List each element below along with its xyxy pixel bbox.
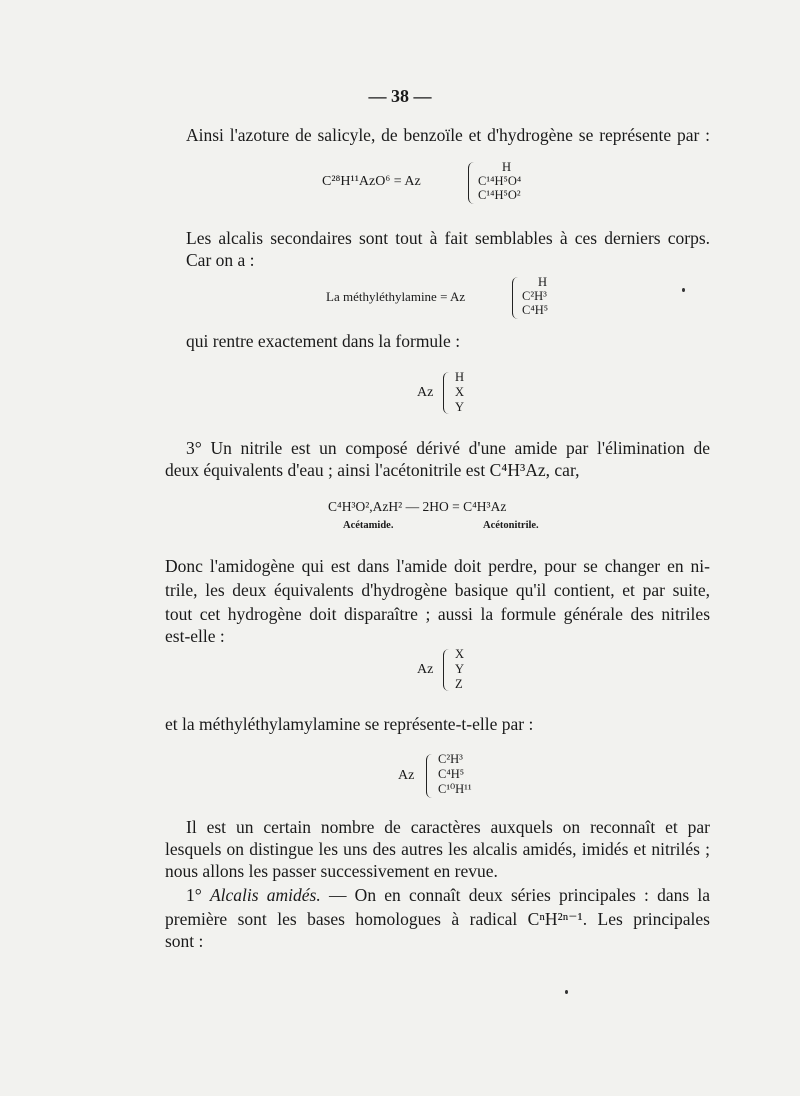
- formula-stack: [455, 647, 464, 692]
- formula-row: Y: [455, 662, 465, 676]
- text-line-1: Ainsi l'azoture de salicyle, de benzoïle et d'hydrogène se représente par :: [186, 125, 710, 145]
- formula-row: C¹⁰H¹¹: [438, 782, 472, 796]
- formula-row: Z: [455, 677, 463, 691]
- formula-row: C²H³: [522, 289, 547, 303]
- caption-acetonitrile: Acétonitrile.: [483, 520, 539, 531]
- text-line-16: première sont les bases homologues à radical CⁿH²ⁿ⁻¹. Les principales: [165, 909, 710, 929]
- formula-lhs: Az: [398, 768, 415, 783]
- text-line-13: lesquels on distingue les uns des autres les alcalis amidés, imidés et nitrilés ;: [165, 839, 710, 859]
- formula-row: C¹⁴H⁵O²: [478, 188, 521, 202]
- formula-lhs: La méthyléthylamine = Az: [326, 289, 466, 304]
- formula-row: C⁴H⁵: [438, 767, 465, 781]
- text-line-2: Les alcalis secondaires sont tout à fait semblables à ces derniers corps.: [186, 228, 710, 248]
- text-line-17: sont :: [165, 931, 204, 951]
- formula-lhs: Az: [417, 385, 434, 400]
- formula-stack: [438, 752, 472, 797]
- section-title: Alcalis amidés.: [209, 885, 321, 905]
- text-line-8: trile, les deux équivalents d'hydrogène basique qu'il contient, et par suite,: [165, 580, 710, 600]
- text-line-9: tout cet hydrogène doit disparaître ; aussi la formule générale des nitriles: [165, 604, 710, 624]
- text-line-4: qui rentre exactement dans la formule :: [186, 331, 461, 351]
- formula-row: H: [455, 370, 465, 384]
- text-line-5: 3° Un nitrile est un composé dérivé d'une amide par l'élimination de: [186, 438, 710, 458]
- text-line-12: Il est un certain nombre de caractères auxquels on reconnaît et par: [186, 817, 710, 837]
- formula-stack: [455, 370, 464, 415]
- formula-stack: [478, 160, 521, 202]
- caption-acetamide: Acétamide.: [343, 520, 394, 531]
- formula-equation: C⁴H³O²,AzH² — 2HO = C⁴H³Az: [328, 499, 507, 514]
- page-number: — 38 —: [368, 86, 432, 106]
- formula-row: X: [455, 385, 465, 399]
- formula-lhs: C²⁸H¹¹AzO⁶ = Az: [322, 174, 421, 189]
- formula-lhs: Az: [417, 662, 434, 677]
- section-number: 1°: [186, 885, 202, 905]
- formula-stack: [522, 275, 548, 317]
- formula-row: C⁴H⁵: [522, 303, 549, 317]
- formula-row: H: [502, 160, 512, 174]
- text-line-10: est-elle :: [165, 626, 225, 646]
- curly-brace: [443, 372, 450, 414]
- text-line-14: nous allons les passer successivement en revue.: [165, 861, 498, 881]
- section-text: — On en connaît deux séries principales : dans la: [328, 885, 711, 905]
- curly-brace: [443, 649, 450, 691]
- text-line-15: [186, 884, 710, 906]
- text-line-6: deux équivalents d'eau ; ainsi l'acétonitrile est C⁴H³Az, car,: [165, 460, 580, 480]
- ink-speck: [565, 990, 568, 994]
- formula-row: H: [538, 275, 548, 289]
- formula-row: Y: [455, 400, 465, 414]
- text-line-3: Car on a :: [186, 250, 255, 270]
- formula-row: C²H³: [438, 752, 463, 766]
- curly-brace: [468, 162, 475, 204]
- formula-row: X: [455, 647, 465, 661]
- text-line-7: Donc l'amidogène qui est dans l'amide doit perdre, pour se changer en ni-: [165, 556, 710, 576]
- formula-row: C¹⁴H⁵O⁴: [478, 174, 522, 188]
- curly-brace: [426, 754, 433, 798]
- ink-speck: [682, 288, 685, 292]
- text-line-11: et la méthyléthylamylamine se représente-t-elle par :: [165, 714, 534, 734]
- curly-brace: [512, 277, 519, 319]
